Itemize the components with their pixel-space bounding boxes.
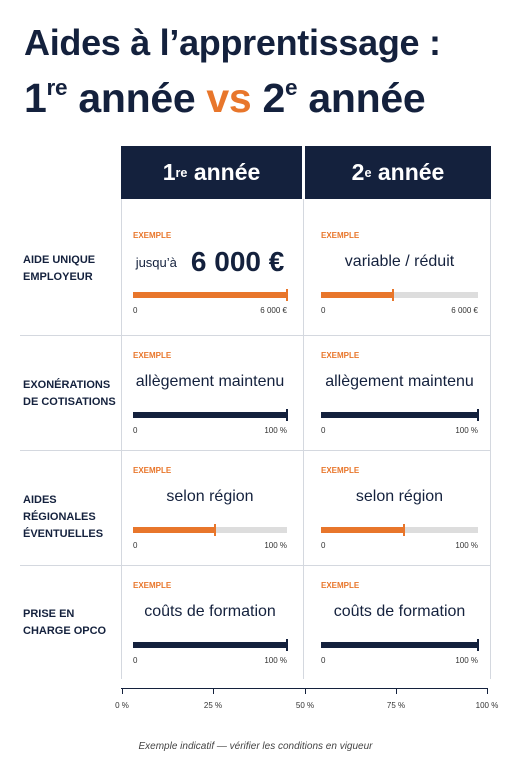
cell-value <box>321 367 478 397</box>
column-divider <box>121 199 122 679</box>
title-sup-2: e <box>285 75 298 101</box>
comparison-cell <box>133 351 287 463</box>
bar-end-marker <box>286 639 288 651</box>
bar-track <box>321 412 478 418</box>
value-text: variable / réduit <box>344 253 455 270</box>
column-header-year-2: 2 e année <box>305 146 491 199</box>
column-divider <box>490 199 491 679</box>
column-header-num: 2 <box>351 159 365 185</box>
example-tag: EXEMPLE <box>133 581 172 590</box>
row-label: EXONÉRATIONS DE COTISATIONS <box>23 378 116 408</box>
scale-min-label: 0 <box>133 656 138 665</box>
example-tag: EXEMPLE <box>133 231 172 240</box>
x-axis-tick <box>396 688 397 694</box>
x-axis-tick-label: 50 % <box>295 701 315 710</box>
x-axis-tick-label: 100 % <box>475 701 499 710</box>
bar-fill <box>321 292 393 298</box>
column-header-word: année <box>187 159 261 185</box>
bar-end-marker <box>477 639 479 651</box>
scale-min-label: 0 <box>321 541 326 550</box>
comparison-cell <box>321 231 478 343</box>
bar-fill <box>321 412 478 418</box>
bar-end-marker <box>214 524 216 536</box>
title-year-word-2: année <box>297 75 426 121</box>
title-year-word-1: année <box>67 75 207 121</box>
cell-value <box>321 482 478 512</box>
comparison-cell <box>321 351 478 463</box>
x-axis-tick-label: 0 % <box>115 701 129 710</box>
x-axis-tick-label: 75 % <box>386 701 406 710</box>
column-divider <box>303 199 304 679</box>
scale-min-label: 0 <box>133 306 138 315</box>
bar-track <box>133 412 287 418</box>
comparison-cell <box>133 581 287 693</box>
value-text: selon région <box>166 488 254 505</box>
x-axis-tick-label: 25 % <box>203 701 223 710</box>
scale-max-label: 100 % <box>264 541 287 550</box>
comparison-cell <box>133 466 287 578</box>
example-tag: EXEMPLE <box>321 351 360 360</box>
scale-min-label: 0 <box>133 426 138 435</box>
value-text: allègement maintenu <box>135 373 285 390</box>
bar-track <box>321 527 478 533</box>
bar-end-marker <box>286 409 288 421</box>
x-axis-tick <box>305 688 306 694</box>
x-axis-tick <box>213 688 214 694</box>
title-sup-1: re <box>46 75 68 101</box>
value-text: 6 000 € <box>190 246 285 277</box>
example-tag: EXEMPLE <box>321 466 360 475</box>
value-prefix: jusqu’à <box>135 254 177 270</box>
bar-end-marker <box>392 289 394 301</box>
row-label: AIDES RÉGIONALES ÉVENTUELLES <box>23 493 104 540</box>
bar-end-marker <box>477 409 479 421</box>
x-axis-tick <box>122 688 123 694</box>
bar-fill <box>133 527 215 533</box>
scale-min-label: 0 <box>321 306 326 315</box>
column-header-word: année <box>371 159 445 185</box>
value-text: selon région <box>355 488 444 505</box>
row-label: AIDE UNIQUE EMPLOYEUR <box>23 253 96 283</box>
comparison-cell <box>321 466 478 578</box>
bar-fill <box>321 642 478 648</box>
scale-max-label: 100 % <box>455 426 478 435</box>
footnote: Exemple indicatif — vérifier les conditions en vigueur <box>138 741 373 752</box>
cell-value <box>133 597 287 627</box>
bar-track <box>133 642 287 648</box>
scale-min-label: 0 <box>321 426 326 435</box>
bar-fill <box>321 527 404 533</box>
value-text: coûts de formation <box>333 603 466 620</box>
cell-value <box>133 367 287 397</box>
bar-fill <box>133 412 287 418</box>
scale-min-label: 0 <box>321 656 326 665</box>
scale-max-label: 100 % <box>264 426 287 435</box>
value-text: allègement maintenu <box>325 373 474 390</box>
x-axis-tick <box>487 688 488 694</box>
title-num-1: 1 <box>24 75 47 121</box>
cell-value <box>321 597 478 627</box>
cell-value <box>133 482 287 512</box>
example-tag: EXEMPLE <box>321 581 360 590</box>
row-label: PRISE EN CHARGE OPCO <box>23 607 107 637</box>
scale-min-label: 0 <box>133 541 138 550</box>
bar-fill <box>133 642 287 648</box>
column-header-num: 1 <box>162 159 176 185</box>
example-tag: EXEMPLE <box>133 466 172 475</box>
example-tag: EXEMPLE <box>321 231 360 240</box>
scale-max-label: 100 % <box>455 541 478 550</box>
title-num-2: 2 <box>251 75 286 121</box>
column-header-year-1: 1 re année <box>121 146 302 199</box>
comparison-cell <box>321 581 478 693</box>
cell-value <box>321 247 478 277</box>
scale-max-label: 6 000 € <box>260 306 287 315</box>
scale-max-label: 100 % <box>455 656 478 665</box>
example-tag: EXEMPLE <box>133 351 172 360</box>
scale-max-label: 6 000 € <box>451 306 478 315</box>
page-title-line-2 <box>24 75 425 122</box>
bar-track <box>133 527 287 533</box>
bar-end-marker <box>286 289 288 301</box>
value-text: coûts de formation <box>144 603 276 620</box>
bar-end-marker <box>403 524 405 536</box>
bar-track <box>321 642 478 648</box>
bar-track <box>133 292 287 298</box>
cell-value <box>133 247 287 277</box>
bar-fill <box>133 292 287 298</box>
page-title-line-1: Aides à l’apprentissage : <box>24 22 441 63</box>
title-vs: vs <box>206 75 252 121</box>
scale-max-label: 100 % <box>264 656 287 665</box>
comparison-cell <box>133 231 287 343</box>
bar-track <box>321 292 478 298</box>
